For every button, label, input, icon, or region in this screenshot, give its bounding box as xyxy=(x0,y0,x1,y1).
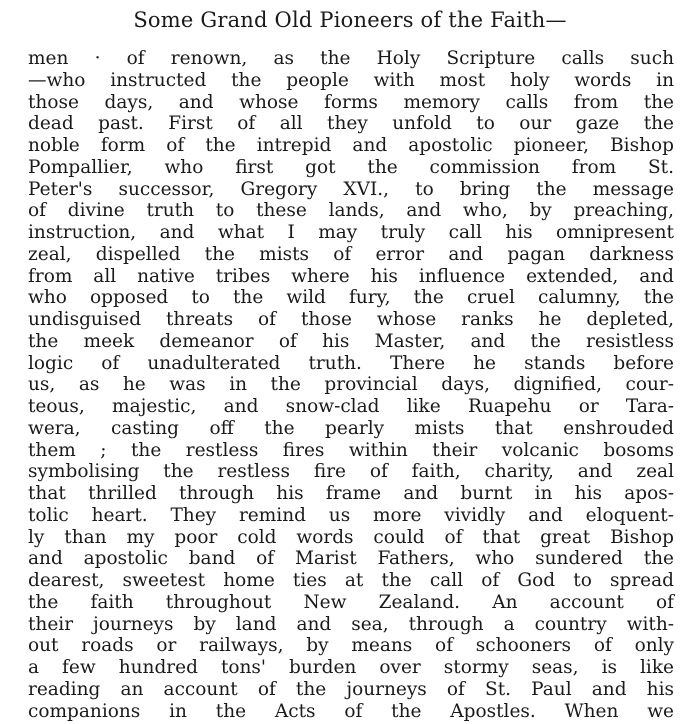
text-line: symbolising the restless fire of faith, charity, and zeal xyxy=(28,461,674,483)
article-heading: Some Grand Old Pioneers of the Faith— xyxy=(133,8,567,32)
text-line: teous, majestic, and snow-clad like Ruapehu or Tara- xyxy=(28,396,674,417)
text-line: logic of unadulterated truth. There he stands before xyxy=(28,352,674,374)
text-line: those days, and whose forms memory calls from the xyxy=(28,91,674,113)
text-line: Pompallier, who first got the commission from St. xyxy=(28,156,674,178)
text-line: Peter's successor, Gregory XVI., to bring the message xyxy=(28,178,674,200)
text-line: companions in the Acts of the Apostles. When we xyxy=(28,700,674,722)
text-line: that thrilled through his frame and burnt in his apos- xyxy=(28,483,674,504)
text-line: a few hundred tons' burden over stormy seas, is like xyxy=(28,657,674,678)
text-line: instruction, and what I may truly call his omnipresent xyxy=(28,222,674,243)
text-line: undisguised threats of those whose ranks he depleted, xyxy=(28,309,674,330)
article-body xyxy=(28,48,674,722)
text-line: from all native tribes where his influence extended, and xyxy=(28,265,674,287)
text-line: the meek demeanor of his Master, and the resistless xyxy=(28,330,674,352)
text-line: reading an account of the journeys of St. Paul and his xyxy=(28,678,674,700)
text-line: and apostolic band of Marist Fathers, who sundered the xyxy=(28,548,674,570)
text-line: ly than my poor cold words could of that great Bishop xyxy=(28,526,674,548)
text-line: noble form of the intrepid and apostolic pioneer, Bishop xyxy=(28,135,674,156)
text-line: —who instructed the people with most holy words in xyxy=(28,69,674,91)
text-line: out roads or railways, by means of schooners of only xyxy=(28,635,674,657)
text-line: dead past. First of all they unfold to our gaze the xyxy=(28,113,674,135)
text-line: dearest, sweetest home ties at the call of God to spread xyxy=(28,570,674,591)
text-line: zeal, dispelled the mists of error and pagan darkness xyxy=(28,243,674,265)
text-line: the faith throughout New Zealand. An account of xyxy=(28,591,674,613)
text-line: their journeys by land and sea, through a country with- xyxy=(28,613,674,635)
text-line: men · of renown, as the Holy Scripture calls such xyxy=(28,48,674,69)
text-line: tolic heart. They remind us more vividly and eloquent- xyxy=(28,504,674,526)
text-line: of divine truth to these lands, and who, by preaching, xyxy=(28,200,674,222)
text-line: them ; the restless fires within their volcanic bosoms xyxy=(28,439,674,461)
text-line: us, as he was in the provincial days, dignified, cour- xyxy=(28,374,674,396)
text-line: who opposed to the wild fury, the cruel calumny, the xyxy=(28,287,674,309)
text-line: wera, casting off the pearly mists that enshrouded xyxy=(28,417,674,439)
